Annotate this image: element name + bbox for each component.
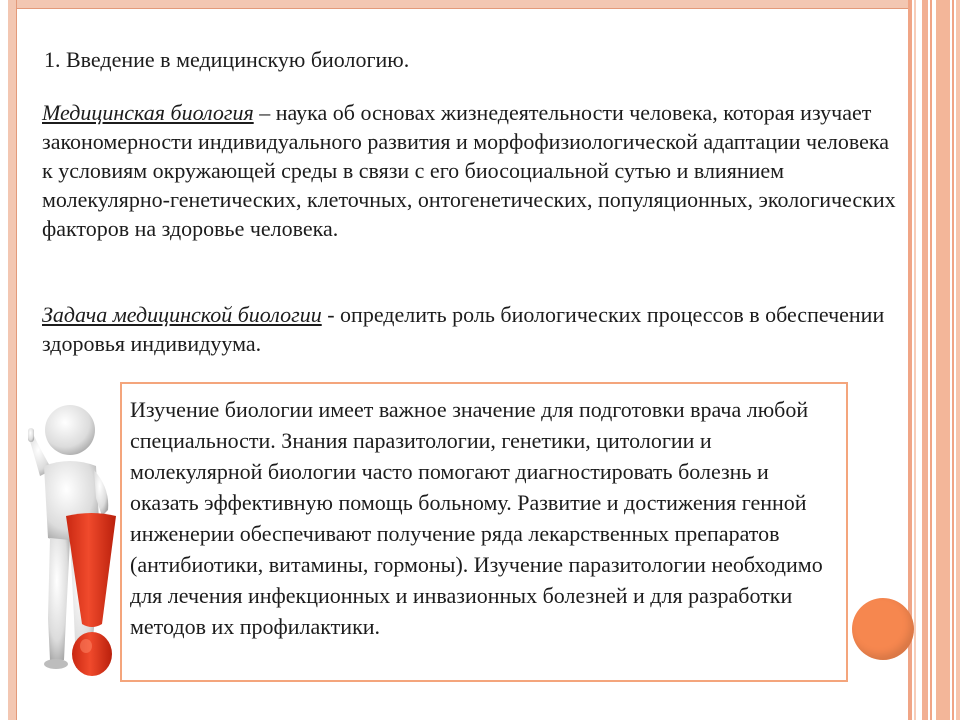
task-term: Задача медицинской биологии xyxy=(42,302,322,327)
person-with-exclamation-mark-icon xyxy=(10,398,128,688)
callout-text: Изучение биологии имеет важное значение для подготовки врача любой специальности. Знания паразитологии, генетики, цитологии и молекулярной биологии часто помогают диагностировать болезнь и оказать эффективную помощь больному. Развитие и достижения генной инженерии обеспечивают получение ряда лекарственных препаратов (антибиотики, витамины, гормоны). Изучение паразитологии необходимо для лечения инфекционных и инвазионных болезней и для разработки методов их профилактики. xyxy=(130,397,823,639)
task-text: - определить роль биологических процессов в обеспечении здоровья индивидуума. xyxy=(42,302,885,356)
task-paragraph xyxy=(42,300,902,358)
right-decorative-stripes xyxy=(908,0,960,720)
slide-heading: 1. Введение в медицинскую биологию. xyxy=(44,47,410,72)
callout-box xyxy=(120,382,848,682)
top-decorative-border xyxy=(8,0,908,9)
definition-paragraph xyxy=(42,98,902,243)
orange-circle-icon xyxy=(852,598,914,660)
definition-text: – наука об основах жизнедеятельности человека, которая изучает закономерности индивидуального развития и морфофизиологической адаптации человека к условиям окружающей среды в связи с его биосоциальной сутью и влиянием молекулярно-генетических, клеточных, онтогенетических, популяционных, экологических факторов на здоровье человека. xyxy=(42,100,896,241)
definition-term: Медицинская биология xyxy=(42,100,254,125)
